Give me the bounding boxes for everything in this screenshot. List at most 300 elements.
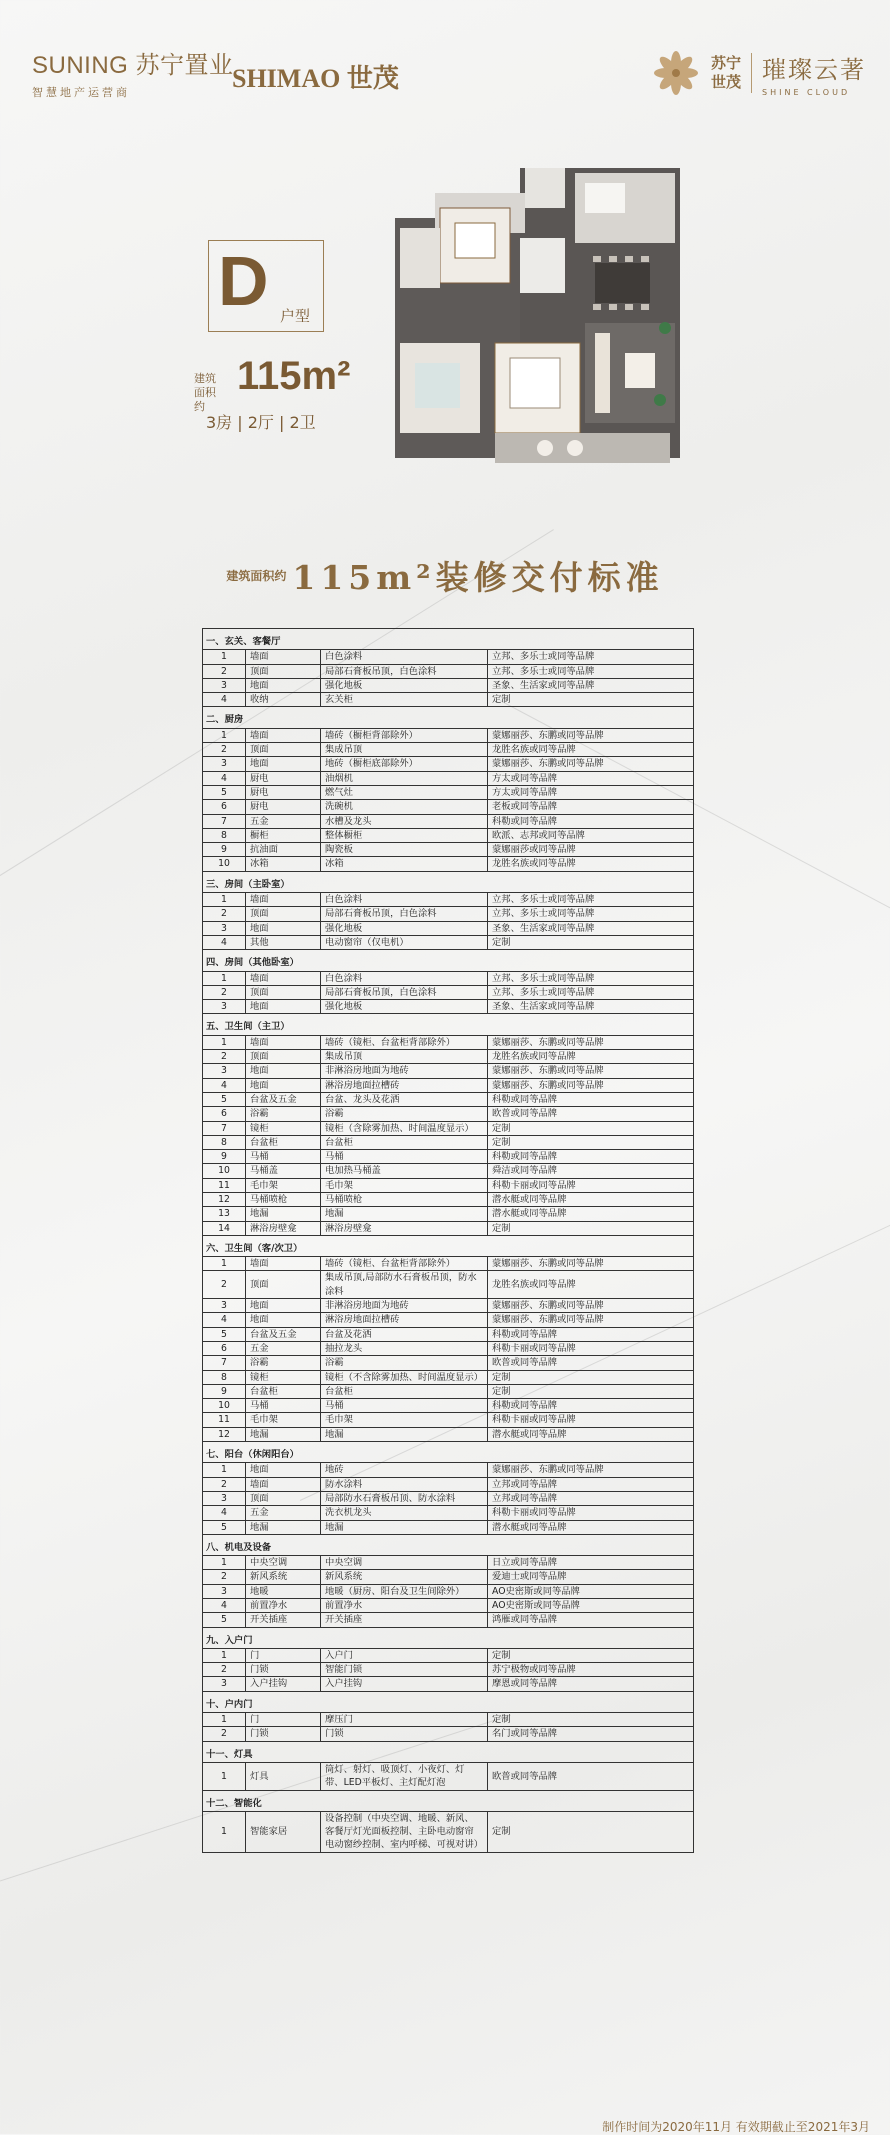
- row-item: 收纳: [246, 693, 321, 707]
- row-number: 2: [203, 1050, 246, 1064]
- row-number: 10: [203, 857, 246, 871]
- table-row: [203, 1713, 694, 1727]
- row-item: 马桶: [246, 1150, 321, 1164]
- row-number: 4: [203, 1599, 246, 1613]
- table-row: [203, 743, 694, 757]
- row-description: 台盆、龙头及花洒: [321, 1092, 488, 1106]
- section-title: 十一、灯具: [203, 1741, 694, 1762]
- suning-slogan: 智慧地产运营商: [32, 86, 130, 99]
- row-brand: 爱迪士或同等品牌: [488, 1570, 694, 1584]
- row-brand: 欧普或同等品牌: [488, 1107, 694, 1121]
- row-number: 6: [203, 800, 246, 814]
- row-brand: AO史密斯或同等品牌: [488, 1584, 694, 1598]
- table-row: [203, 1178, 694, 1192]
- row-number: 3: [203, 757, 246, 771]
- table-row: [203, 1663, 694, 1677]
- unit-type-label: 户型: [280, 307, 311, 325]
- row-number: 1: [203, 1713, 246, 1727]
- table-row: [203, 814, 694, 828]
- row-description: 强化地板: [321, 1000, 488, 1014]
- row-brand: 欧普或同等品牌: [488, 1762, 694, 1790]
- row-description: 地暖（厨房、阳台及卫生间除外）: [321, 1584, 488, 1598]
- row-number: 3: [203, 1677, 246, 1691]
- section-header: [203, 1741, 694, 1762]
- row-description: 洗碗机: [321, 800, 488, 814]
- table-row: [203, 1092, 694, 1106]
- row-description: 墙砖（镜柜、台盆柜背部除外）: [321, 1257, 488, 1271]
- row-number: 11: [203, 1178, 246, 1192]
- table-row: [203, 1192, 694, 1206]
- row-brand: 定制: [488, 1221, 694, 1235]
- title-prefix: 建筑面积约: [226, 569, 287, 583]
- row-number: 10: [203, 1399, 246, 1413]
- row-description: 镜柜（含除雾加热、时间温度显示）: [321, 1121, 488, 1135]
- table-row: [203, 1221, 694, 1235]
- section-title: 五、卫生间（主卫）: [203, 1014, 694, 1035]
- row-brand: 立邦、多乐士或同等品牌: [488, 907, 694, 921]
- row-description: 前置净水: [321, 1599, 488, 1613]
- row-item: 顶面: [246, 1050, 321, 1064]
- row-number: 7: [203, 1121, 246, 1135]
- row-brand: 科勒卡丽或同等品牌: [488, 1506, 694, 1520]
- row-brand: 日立或同等品牌: [488, 1556, 694, 1570]
- suning-logo: [32, 54, 234, 100]
- table-row: [203, 1050, 694, 1064]
- table-row: [203, 728, 694, 742]
- row-description: 白色涂料: [321, 971, 488, 985]
- row-item: 浴霸: [246, 1356, 321, 1370]
- row-item: 镜柜: [246, 1370, 321, 1384]
- row-number: 1: [203, 1762, 246, 1790]
- table-row: [203, 1327, 694, 1341]
- table-row: [203, 1556, 694, 1570]
- row-number: 2: [203, 1477, 246, 1491]
- row-item: 顶面: [246, 664, 321, 678]
- section-header: [203, 1442, 694, 1463]
- table-row: [203, 678, 694, 692]
- table-row: [203, 1078, 694, 1092]
- row-number: 1: [203, 1556, 246, 1570]
- row-description: 非淋浴房地面为地砖: [321, 1064, 488, 1078]
- table-row: [203, 757, 694, 771]
- row-number: 12: [203, 1427, 246, 1441]
- row-number: 3: [203, 1584, 246, 1598]
- table-row: [203, 1427, 694, 1441]
- row-item: 地面: [246, 921, 321, 935]
- table-row: [203, 1677, 694, 1691]
- row-description: 墙砖（橱柜背部除外）: [321, 728, 488, 742]
- row-item: 厨电: [246, 785, 321, 799]
- row-brand: 科勒卡丽或同等品牌: [488, 1341, 694, 1355]
- row-description: 局部石膏板吊顶，白色涂料: [321, 985, 488, 999]
- row-number: 2: [203, 664, 246, 678]
- row-description: 镜柜（不含除雾加热、时间温度显示）: [321, 1370, 488, 1384]
- row-number: 9: [203, 843, 246, 857]
- row-brand: 科勒卡丽或同等品牌: [488, 1413, 694, 1427]
- row-item: 毛巾架: [246, 1178, 321, 1192]
- row-brand: 蒙娜丽莎、东鹏或同等品牌: [488, 1299, 694, 1313]
- row-brand: 定制: [488, 1811, 694, 1852]
- table-row: [203, 1648, 694, 1662]
- row-brand: 蒙娜丽莎、东鹏或同等品牌: [488, 1313, 694, 1327]
- row-item: 台盆柜: [246, 1384, 321, 1398]
- row-brand: 定制: [488, 1370, 694, 1384]
- row-number: 1: [203, 971, 246, 985]
- row-item: 橱柜: [246, 828, 321, 842]
- area-label: 建筑面积约: [194, 372, 216, 413]
- table-row: [203, 664, 694, 678]
- row-number: 4: [203, 693, 246, 707]
- row-brand: 龙胜名族或同等品牌: [488, 1050, 694, 1064]
- row-item: 地面: [246, 1000, 321, 1014]
- unit-letter: D: [218, 242, 269, 320]
- row-brand: 潜水艇或同等品牌: [488, 1427, 694, 1441]
- row-description: 浴霸: [321, 1107, 488, 1121]
- row-number: 1: [203, 1811, 246, 1852]
- page-title: [0, 552, 890, 599]
- row-brand: 龙胜名族或同等品牌: [488, 1271, 694, 1299]
- row-item: 墙面: [246, 1257, 321, 1271]
- row-brand: 蒙娜丽莎、东鹏或同等品牌: [488, 1257, 694, 1271]
- row-brand: 蒙娜丽莎、东鹏或同等品牌: [488, 728, 694, 742]
- row-item: 门锁: [246, 1663, 321, 1677]
- suning-en: SUNING: [32, 52, 129, 79]
- table-row: [203, 1299, 694, 1313]
- row-brand: 科勒或同等品牌: [488, 1399, 694, 1413]
- table-row: [203, 971, 694, 985]
- row-item: 墙面: [246, 971, 321, 985]
- row-number: 6: [203, 1107, 246, 1121]
- row-item: 前置净水: [246, 1599, 321, 1613]
- table-row: [203, 1121, 694, 1135]
- shimao-logo: [232, 58, 399, 95]
- row-item: 马桶喷枪: [246, 1192, 321, 1206]
- section-title: 二、厨房: [203, 707, 694, 728]
- row-item: 中央空调: [246, 1556, 321, 1570]
- row-brand: 舜洁或同等品牌: [488, 1164, 694, 1178]
- row-brand: 立邦、多乐士或同等品牌: [488, 650, 694, 664]
- table-row: [203, 1313, 694, 1327]
- table-row: [203, 1257, 694, 1271]
- section-header: [203, 1627, 694, 1648]
- row-brand: 立邦、多乐士或同等品牌: [488, 971, 694, 985]
- row-brand: 潜水艇或同等品牌: [488, 1207, 694, 1221]
- row-item: 地暖: [246, 1584, 321, 1598]
- row-item: 其他: [246, 935, 321, 949]
- row-number: 5: [203, 1613, 246, 1627]
- table-row: [203, 1413, 694, 1427]
- row-brand: 蒙娜丽莎、东鹏或同等品牌: [488, 1064, 694, 1078]
- row-item: 浴霸: [246, 1107, 321, 1121]
- row-description: 毛巾架: [321, 1178, 488, 1192]
- table-row: [203, 1811, 694, 1852]
- row-brand: 潜水艇或同等品牌: [488, 1192, 694, 1206]
- row-item: 地面: [246, 678, 321, 692]
- logo-divider: [751, 53, 752, 93]
- table-row: [203, 1599, 694, 1613]
- table-row: [203, 1584, 694, 1598]
- section-header: [203, 871, 694, 892]
- section-title: 十、户内门: [203, 1691, 694, 1712]
- row-item: 地面: [246, 1313, 321, 1327]
- table-row: [203, 857, 694, 871]
- row-description: 毛巾架: [321, 1413, 488, 1427]
- row-description: 集成吊顶,局部防水石膏板吊顶，防水涂料: [321, 1271, 488, 1299]
- row-description: 电加热马桶盖: [321, 1164, 488, 1178]
- row-brand: 定制: [488, 1384, 694, 1398]
- row-number: 2: [203, 907, 246, 921]
- shimao-en: SHIMAO: [232, 64, 341, 93]
- row-description: 冰箱: [321, 857, 488, 871]
- row-brand: 立邦、多乐士或同等品牌: [488, 893, 694, 907]
- partner-line1: 苏宁: [710, 54, 741, 72]
- row-description: 集成吊顶: [321, 743, 488, 757]
- row-description: 开关插座: [321, 1613, 488, 1627]
- row-number: 4: [203, 1078, 246, 1092]
- row-brand: 龙胜名族或同等品牌: [488, 857, 694, 871]
- table-row: [203, 1035, 694, 1049]
- row-number: 14: [203, 1221, 246, 1235]
- section-header: [203, 1790, 694, 1811]
- row-item: 墙面: [246, 1477, 321, 1491]
- row-brand: 科勒或同等品牌: [488, 1150, 694, 1164]
- row-number: 5: [203, 785, 246, 799]
- row-number: 1: [203, 1648, 246, 1662]
- row-brand: 立邦、多乐士或同等品牌: [488, 985, 694, 999]
- row-number: 4: [203, 1313, 246, 1327]
- row-brand: 蒙娜丽莎、东鹏或同等品牌: [488, 757, 694, 771]
- section-title: 十二、智能化: [203, 1790, 694, 1811]
- title-main: 115m²装修交付标准: [292, 558, 664, 597]
- row-brand: 定制: [488, 1648, 694, 1662]
- row-number: 4: [203, 935, 246, 949]
- row-number: 8: [203, 1135, 246, 1149]
- row-item: 马桶盖: [246, 1164, 321, 1178]
- row-brand: 蒙娜丽莎、东鹏或同等品牌: [488, 1078, 694, 1092]
- row-number: 3: [203, 1491, 246, 1505]
- row-item: 灯具: [246, 1762, 321, 1790]
- table-row: [203, 1370, 694, 1384]
- table-row: [203, 1727, 694, 1741]
- row-item: 台盆及五金: [246, 1092, 321, 1106]
- spec-table: [202, 628, 694, 1853]
- section-header: [203, 1691, 694, 1712]
- row-description: 电动窗帘（仅电机）: [321, 935, 488, 949]
- row-item: 智能家居: [246, 1811, 321, 1852]
- row-description: 地漏: [321, 1427, 488, 1441]
- row-brand: 定制: [488, 693, 694, 707]
- project-logo: [651, 48, 866, 98]
- row-item: 冰箱: [246, 857, 321, 871]
- row-number: 3: [203, 921, 246, 935]
- row-brand: 方太或同等品牌: [488, 785, 694, 799]
- row-brand: 科勒或同等品牌: [488, 814, 694, 828]
- row-item: 地面: [246, 757, 321, 771]
- row-item: 新风系统: [246, 1570, 321, 1584]
- table-row: [203, 1207, 694, 1221]
- row-item: 抗油面: [246, 843, 321, 857]
- floor-plan: [395, 168, 685, 468]
- row-description: 台盆及花洒: [321, 1327, 488, 1341]
- table-row: [203, 985, 694, 999]
- row-item: 马桶: [246, 1399, 321, 1413]
- section-title: 九、入户门: [203, 1627, 694, 1648]
- row-brand: 立邦、多乐士或同等品牌: [488, 664, 694, 678]
- section-header: [203, 950, 694, 971]
- row-description: 浴霸: [321, 1356, 488, 1370]
- row-number: 1: [203, 1257, 246, 1271]
- section-header: [203, 1534, 694, 1555]
- section-title: 七、阳台（休闲阳台）: [203, 1442, 694, 1463]
- row-brand: 方太或同等品牌: [488, 771, 694, 785]
- row-number: 4: [203, 1506, 246, 1520]
- row-brand: 名门或同等品牌: [488, 1727, 694, 1741]
- section-title: 四、房间（其他卧室）: [203, 950, 694, 971]
- row-item: 地漏: [246, 1520, 321, 1534]
- row-number: 9: [203, 1384, 246, 1398]
- row-item: 顶面: [246, 985, 321, 999]
- row-number: 1: [203, 1035, 246, 1049]
- row-number: 4: [203, 771, 246, 785]
- project-en: SHINE CLOUD: [762, 87, 851, 97]
- row-brand: 立邦或同等品牌: [488, 1477, 694, 1491]
- table-row: [203, 1356, 694, 1370]
- row-item: 地漏: [246, 1207, 321, 1221]
- row-number: 12: [203, 1192, 246, 1206]
- row-item: 五金: [246, 1506, 321, 1520]
- table-row: [203, 785, 694, 799]
- row-description: 墙砖（镜柜、台盆柜背部除外）: [321, 1035, 488, 1049]
- row-item: 台盆柜: [246, 1135, 321, 1149]
- table-row: [203, 693, 694, 707]
- table-row: [203, 1399, 694, 1413]
- row-brand: 圣象、生活家或同等品牌: [488, 678, 694, 692]
- row-item: 地面: [246, 1299, 321, 1313]
- table-row: [203, 800, 694, 814]
- row-description: 淋浴房地面拉槽砖: [321, 1078, 488, 1092]
- flower-icon: [651, 48, 701, 98]
- row-item: 顶面: [246, 1491, 321, 1505]
- table-row: [203, 1477, 694, 1491]
- row-description: 马桶: [321, 1399, 488, 1413]
- row-number: 1: [203, 1463, 246, 1477]
- row-brand: 欧普或同等品牌: [488, 1356, 694, 1370]
- row-number: 2: [203, 1663, 246, 1677]
- row-description: 燃气灶: [321, 785, 488, 799]
- row-description: 强化地板: [321, 678, 488, 692]
- row-description: 入户门: [321, 1648, 488, 1662]
- section-header: [203, 629, 694, 650]
- row-description: 中央空调: [321, 1556, 488, 1570]
- row-description: 设备控制（中央空调、地暖、新风、客餐厅灯光面板控制、主卧电动窗帘电动窗纱控制、室内呼梯、可视对讲）: [321, 1811, 488, 1852]
- row-brand: 摩恩或同等品牌: [488, 1677, 694, 1691]
- row-brand: 定制: [488, 1121, 694, 1135]
- row-description: 陶瓷板: [321, 843, 488, 857]
- row-description: 整体橱柜: [321, 828, 488, 842]
- row-item: 地面: [246, 1064, 321, 1078]
- row-item: 门锁: [246, 1727, 321, 1741]
- row-item: 五金: [246, 1341, 321, 1355]
- row-description: 集成吊顶: [321, 1050, 488, 1064]
- row-brand: 欧派、志邦或同等品牌: [488, 828, 694, 842]
- row-item: 台盆及五金: [246, 1327, 321, 1341]
- row-brand: AO史密斯或同等品牌: [488, 1599, 694, 1613]
- row-number: 10: [203, 1164, 246, 1178]
- table-row: [203, 1491, 694, 1505]
- table-row: [203, 1000, 694, 1014]
- row-brand: 老板或同等品牌: [488, 800, 694, 814]
- row-item: 淋浴房壁龛: [246, 1221, 321, 1235]
- row-brand: 苏宁极物或同等品牌: [488, 1663, 694, 1677]
- row-description: 新风系统: [321, 1570, 488, 1584]
- row-item: 厨电: [246, 800, 321, 814]
- row-description: 非淋浴房地面为地砖: [321, 1299, 488, 1313]
- area-value: 115m²: [237, 354, 351, 398]
- row-number: 9: [203, 1150, 246, 1164]
- row-brand: 蒙娜丽莎或同等品牌: [488, 843, 694, 857]
- row-number: 11: [203, 1413, 246, 1427]
- section-title: 六、卫生间（客/次卫）: [203, 1235, 694, 1256]
- row-number: 8: [203, 828, 246, 842]
- section-title: 八、机电及设备: [203, 1534, 694, 1555]
- row-item: 墙面: [246, 893, 321, 907]
- row-brand: 定制: [488, 1713, 694, 1727]
- row-number: 1: [203, 728, 246, 742]
- section-title: 一、玄关、客餐厅: [203, 629, 694, 650]
- section-header: [203, 1014, 694, 1035]
- section-header: [203, 707, 694, 728]
- table-row: [203, 1135, 694, 1149]
- row-item: 顶面: [246, 1271, 321, 1299]
- row-number: 13: [203, 1207, 246, 1221]
- shimao-cn: 世茂: [346, 64, 399, 93]
- row-brand: 定制: [488, 1135, 694, 1149]
- table-row: [203, 1463, 694, 1477]
- partner-names: [711, 54, 741, 92]
- row-description: 油烟机: [321, 771, 488, 785]
- row-brand: 圣象、生活家或同等品牌: [488, 921, 694, 935]
- row-number: 5: [203, 1327, 246, 1341]
- row-number: 2: [203, 1727, 246, 1741]
- row-item: 地面: [246, 1463, 321, 1477]
- row-item: 墙面: [246, 1035, 321, 1049]
- row-item: 门: [246, 1648, 321, 1662]
- row-description: 地砖: [321, 1463, 488, 1477]
- table-row: [203, 1271, 694, 1299]
- table-row: [203, 935, 694, 949]
- row-description: 筒灯、射灯、吸顶灯、小夜灯、灯带、LED平板灯、主灯配灯泡: [321, 1762, 488, 1790]
- table-row: [203, 1570, 694, 1584]
- row-brand: 圣象、生活家或同等品牌: [488, 1000, 694, 1014]
- table-row: [203, 1341, 694, 1355]
- row-number: 3: [203, 1064, 246, 1078]
- row-number: 3: [203, 678, 246, 692]
- row-brand: 立邦或同等品牌: [488, 1491, 694, 1505]
- row-description: 台盆柜: [321, 1384, 488, 1398]
- row-description: 智能门锁: [321, 1663, 488, 1677]
- row-brand: 龙胜名族或同等品牌: [488, 743, 694, 757]
- section-header: [203, 1235, 694, 1256]
- row-description: 马桶喷枪: [321, 1192, 488, 1206]
- row-number: 8: [203, 1370, 246, 1384]
- room-layout: 3房 | 2厅 | 2卫: [206, 413, 316, 432]
- row-item: 入户挂钩: [246, 1677, 321, 1691]
- row-brand: 科勒或同等品牌: [488, 1327, 694, 1341]
- table-row: [203, 1107, 694, 1121]
- row-item: 顶面: [246, 743, 321, 757]
- row-number: 5: [203, 1520, 246, 1534]
- row-description: 水槽及龙头: [321, 814, 488, 828]
